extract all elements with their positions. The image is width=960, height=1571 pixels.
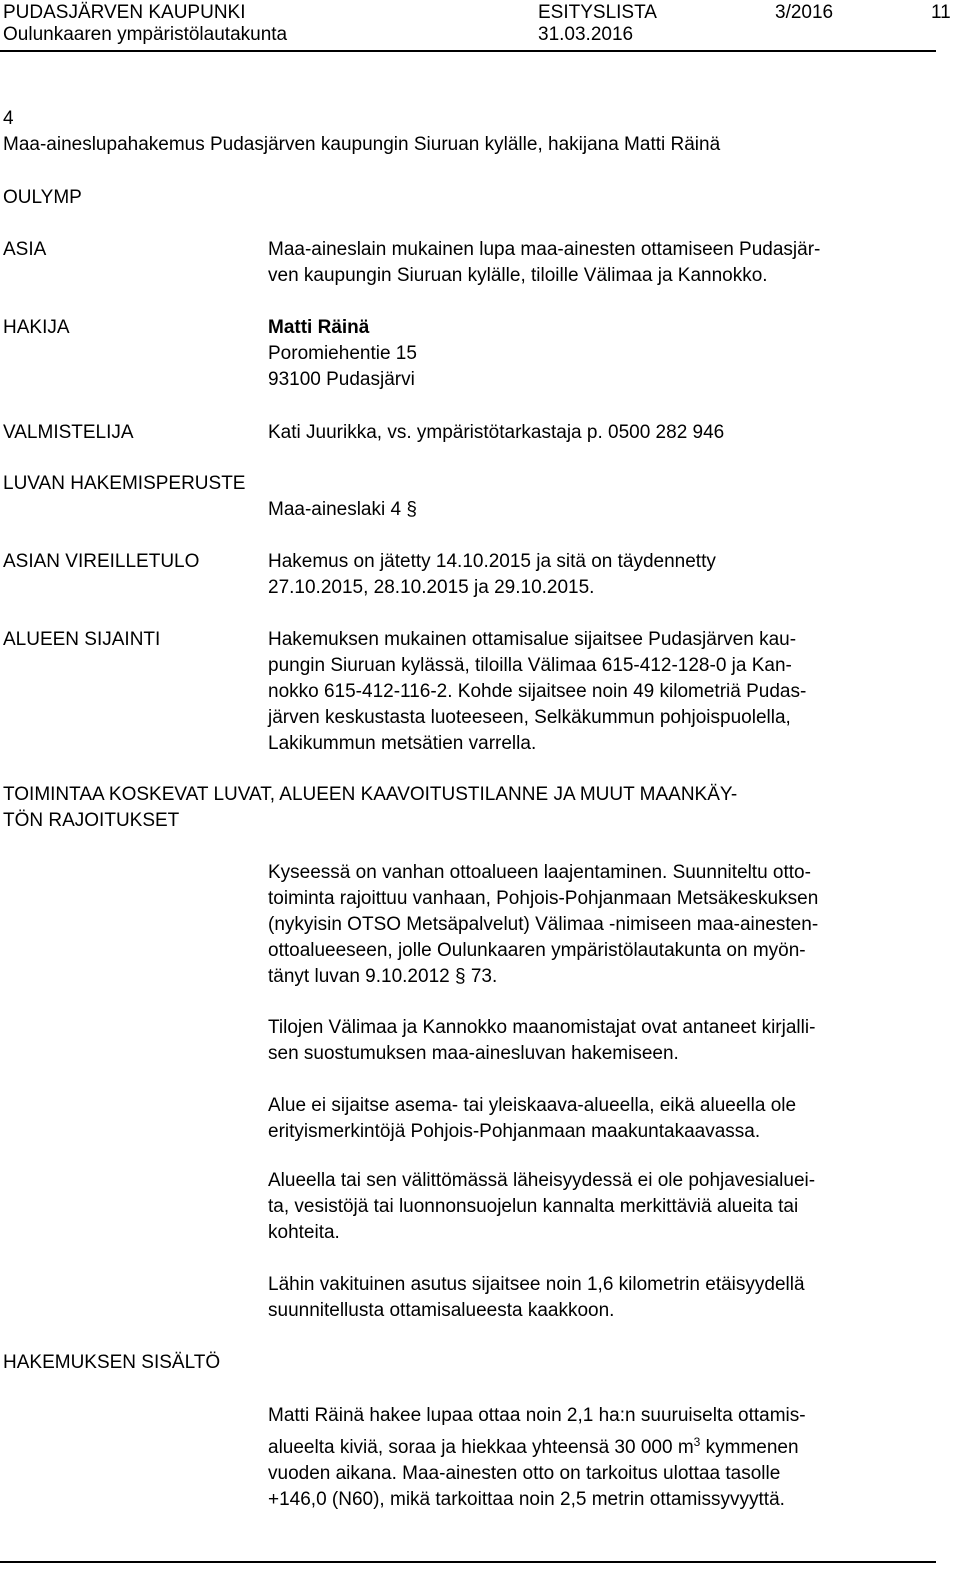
text-line: Tilojen Välimaa ja Kannokko maanomistajat ovat antaneet kirjalli- [268, 1017, 816, 1038]
luvat-heading-line1: TOIMINTAA KOSKEVAT LUVAT, ALUEEN KAAVOITUSTILANNE JA MUUT MAANKÄY- [3, 784, 738, 805]
luvan-peruste-label: LUVAN HAKEMISPERUSTE [3, 473, 246, 494]
text-line: toiminta rajoittuu vanhaan, Pohjois-Pohjanmaan Metsäkeskuksen [268, 888, 819, 909]
text-line: sen suostumuksen maa-ainesluvan hakemiseen. [268, 1043, 679, 1064]
applicant-name: Matti Räinä [268, 317, 370, 338]
text-line: tänyt luvan 9.10.2012 § 73. [268, 966, 498, 987]
text-line: (nykyisin OTSO Metsäpalvelut) Välimaa -nimiseen maa-ainesten- [268, 914, 819, 935]
text-line: 27.10.2015, 28.10.2015 ja 29.10.2015. [268, 577, 595, 598]
valmistelija-label: VALMISTELIJA [3, 422, 134, 443]
superscript-3: 3 [693, 1435, 701, 1449]
text-line: Matti Räinä hakee lupaa ottaa noin 2,1 ha:n suuruiselta ottamis- [268, 1405, 806, 1426]
valmistelija-value [268, 420, 928, 446]
luvat-para4 [268, 1168, 928, 1246]
hakija-label: HAKIJA [3, 317, 70, 338]
text-line: ven kaupungin Siuruan kylälle, tiloille Välimaa ja Kannokko. [268, 265, 768, 286]
hakemuksen-sisalto-text [268, 1403, 928, 1513]
text-line: Hakemus on jätetty 14.10.2015 ja sitä on täydennetty [268, 551, 716, 572]
text-line: ta, vesistöjä tai luonnonsuojelun kannalta merkittäviä alueita tai [268, 1196, 799, 1217]
header-issue: 3/2016 [775, 2, 834, 23]
vireilletulo-label: ASIAN VIREILLETULO [3, 551, 200, 572]
text-line: kohteita. [268, 1222, 340, 1243]
text-line: Lakikummun metsätien varrella. [268, 733, 537, 754]
luvat-para1 [268, 860, 928, 990]
hakija-address [268, 315, 928, 393]
text-line: Lähin vakituinen asutus sijaitsee noin 1,6 kilometrin etäisyydellä [268, 1274, 805, 1295]
law-reference: Maa-aineslaki 4 § [268, 499, 417, 520]
header-municipality: PUDASJÄRVEN KAUPUNKI [3, 2, 246, 23]
hakemuksen-sisalto-label: HAKEMUKSEN SISÄLTÖ [3, 1352, 221, 1373]
text-line: erityismerkintöjä Pohjois-Pohjanmaan maakuntakaavassa. [268, 1121, 761, 1142]
luvan-peruste-value [268, 497, 928, 523]
sijainti-label: ALUEEN SIJAINTI [3, 629, 161, 650]
text-line: pungin Siuruan kylässä, tiloilla Välimaa 615-412-128-0 ja Kan- [268, 655, 792, 676]
text-line: vuoden aikana. Maa-ainesten otto on tarkoitus ulottaa tasolle [268, 1463, 781, 1484]
header-committee: Oulunkaaren ympäristölautakunta [3, 24, 288, 45]
text-line [268, 1429, 928, 1461]
text-fragment: kymmenen [700, 1437, 799, 1458]
text-line: Alue ei sijaitse asema- tai yleiskaava-alueella, eikä alueella ole [268, 1095, 797, 1116]
item-number: 4 [3, 108, 14, 129]
luvat-para2 [268, 1015, 928, 1067]
text-line: suunnitellusta ottamisalueesta kaakkoon. [268, 1300, 615, 1321]
applicant-street: Poromiehentie 15 [268, 343, 417, 364]
header-date: 31.03.2016 [538, 24, 634, 45]
luvat-para3 [268, 1093, 928, 1145]
header-page-number: 11 [931, 2, 951, 23]
text-line: ottoalueeseen, jolle Oulunkaaren ympäristölautakunta on myön- [268, 940, 806, 961]
text-line: Alueella tai sen välittömässä läheisyydessä ei ole pohjavesialuei- [268, 1170, 816, 1191]
footer-divider [0, 1561, 936, 1563]
text-line: Maa-aineslain mukainen lupa maa-ainesten ottamiseen Pudasjär- [268, 239, 821, 260]
header-divider [0, 50, 936, 52]
preparer-info: Kati Juurikka, vs. ympäristötarkastaja p. 0500 282 946 [268, 422, 725, 443]
header-doc-type: ESITYSLISTA [538, 2, 657, 23]
luvat-heading-line2: TÖN RAJOITUKSET [3, 810, 180, 831]
text-line: nokko 615-412-116-2. Kohde sijaitsee noin 49 kilometriä Pudas- [268, 681, 807, 702]
text-line: Hakemuksen mukainen ottamisalue sijaitsee Pudasjärven kau- [268, 629, 797, 650]
text-line: Kyseessä on vanhan ottoalueen laajentaminen. Suunniteltu otto- [268, 862, 811, 883]
org-code: OULYMP [3, 187, 82, 208]
vireilletulo-text [268, 549, 928, 601]
applicant-postal: 93100 Pudasjärvi [268, 369, 415, 390]
asia-label: ASIA [3, 239, 47, 260]
luvat-para5 [268, 1272, 928, 1324]
sijainti-text [268, 627, 928, 757]
text-fragment: alueelta kiviä, soraa ja hiekkaa yhteensä 30 000 m [268, 1437, 694, 1458]
text-line: +146,0 (N60), mikä tarkoittaa noin 2,5 metrin ottamissyvyyttä. [268, 1489, 785, 1510]
asia-text [268, 237, 928, 289]
item-title: Maa-aineslupahakemus Pudasjärven kaupungin Siuruan kylälle, hakijana Matti Räinä [3, 134, 721, 155]
text-line: järven keskustasta luoteeseen, Selkäkummun pohjoispuolella, [268, 707, 791, 728]
